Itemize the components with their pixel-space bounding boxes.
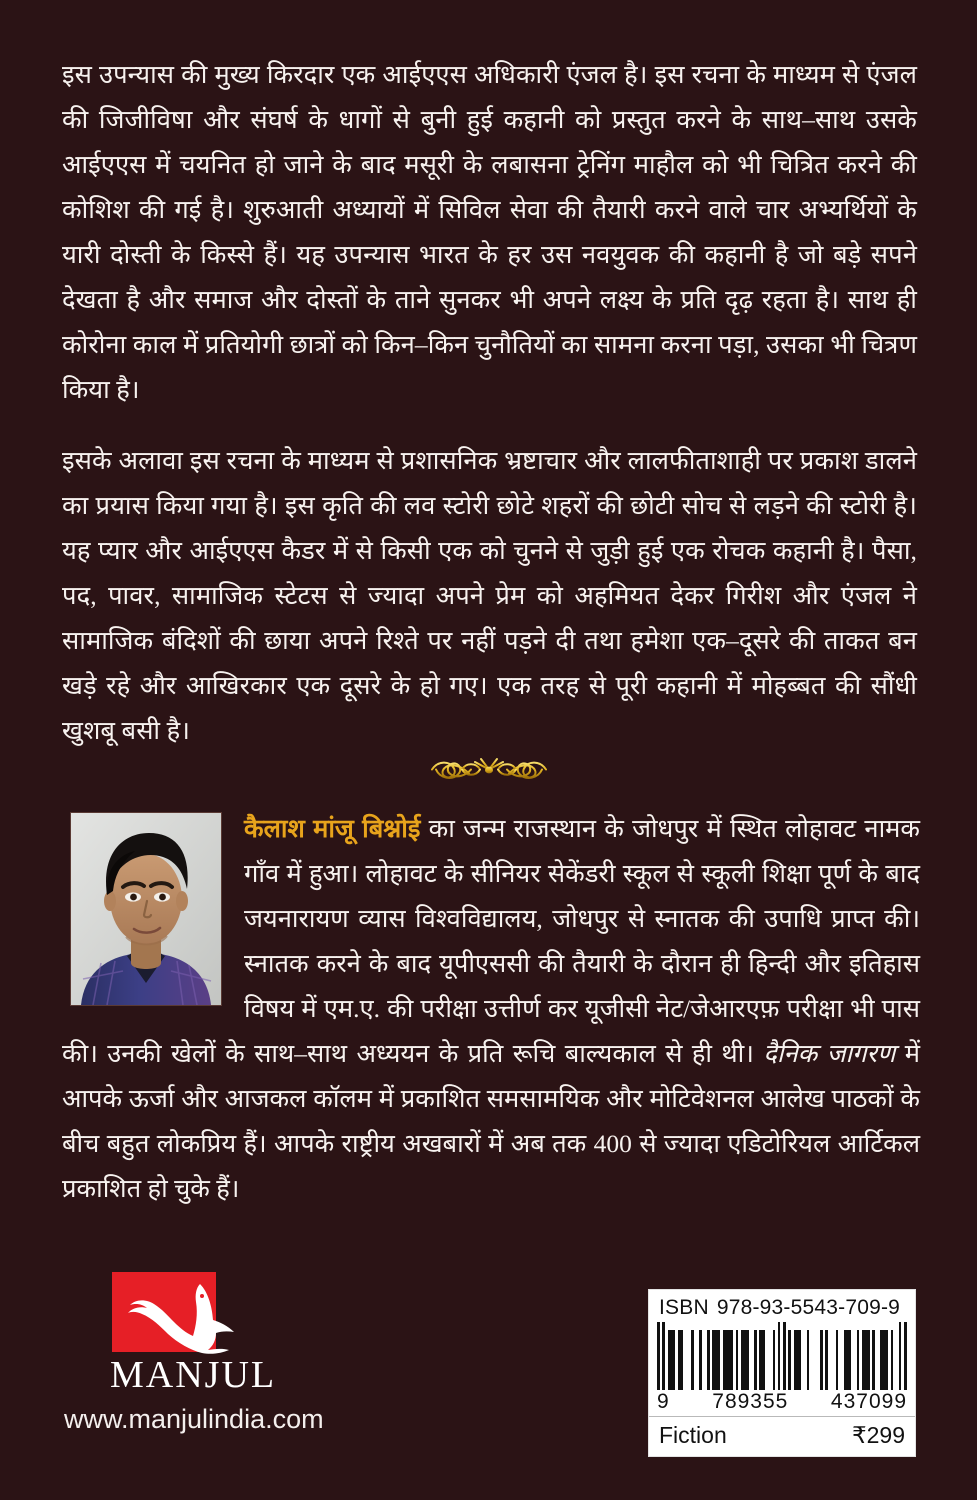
author-bio-block (62, 806, 920, 1211)
author-bio-part-1: का जन्म राजस्थान के जोधपुर में स्थित लोहावट नामक गाँव में हुआ। लोहावट के सीनियर सेकेंडरी स्कूल से स्कूली शिक्षा पूर्ण के बाद जयनारायण व्यास विश्वविद्यालय, जोधपुर से स्नातक की उपाधि प्राप्त की। स्नातक करने के बाद यूपीएससी की तैयारी के दौरान ही हिन्दी और इतिहास विषय में एम.ए. की परीक्षा उत्तीर्ण कर यूजीसी नेट/जेआरएफ़ परीक्षा भी पास की। उनकी खेलों के साथ–साथ अध्ययन के प्रति रूचि बाल्यकाल से ही थी। (62, 814, 921, 1068)
flying-bird-icon (116, 1278, 256, 1368)
isbn-label: ISBN (659, 1296, 709, 1319)
isbn-number: 978-93-5543-709-9 (716, 1296, 901, 1319)
author-portrait-illustration (71, 813, 221, 1005)
barcode-digit-lead: 9 (657, 1390, 670, 1413)
newspaper-name: दैनिक जागरण (763, 1039, 896, 1068)
barcode-footer (649, 1416, 915, 1456)
isbn-line (649, 1290, 915, 1322)
publisher-website: www.manjulindia.com (64, 1404, 324, 1434)
section-divider (0, 752, 977, 786)
barcode-bars (657, 1322, 907, 1390)
author-photo (70, 812, 222, 1006)
book-price: ₹299 (851, 1422, 905, 1448)
barcode-digits-left: 789355 (712, 1390, 789, 1413)
publisher-block (64, 1272, 364, 1434)
isbn-barcode-block (648, 1289, 916, 1457)
synopsis-block (62, 52, 917, 753)
barcode-digits-right: 437099 (830, 1390, 907, 1413)
author-name: कैलाश मांजू बिश्नोई (244, 814, 421, 843)
book-category: Fiction (659, 1422, 727, 1448)
ornamental-flourish-divider-icon (374, 752, 604, 786)
barcode-digits (649, 1390, 915, 1416)
author-bio-part-2: में आपके ऊर्जा और आजकल कॉलम में प्रकाशित समसामयिक और मोटिवेशनल आलेख पाठकों के बीच बहुत लोकप्रिय हैं। आपके राष्ट्रीय अखबारों में अब तक 400 से ज्यादा एडिटोरियल आर्टिकल प्रकाशित हो चुके हैं। (62, 1039, 921, 1203)
synopsis-paragraph-2: इसके अलावा इस रचना के माध्यम से प्रशासनिक भ्रष्टाचार और लालफीताशाही पर प्रकाश डालने का प्रयास किया गया है। इस कृति की लव स्टोरी छोटे शहरों की छोटी सोच से लड़ने की स्टोरी है। यह प्यार और आईएएस कैडर में से किसी एक को चुनने से जुड़ी हुई एक रोचक कहानी है। पैसा, पद, पावर, सामाजिक स्टेटस से ज्यादा अपने प्रेम को अहमियत देकर गिरीश और एंजल ने सामाजिक बंदिशों की छाया अपने रिश्ते पर नहीं पड़ने दी तथा हमेशा एक–दूसरे की ताकत बन खड़े रहे और आखिरकार एक दूसरे के हो गए। एक तरह से पूरी कहानी में मोहब्बत की सौंधी खुशबू बसी है। (62, 446, 917, 745)
synopsis-paragraph-1: इस उपन्यास की मुख्य किरदार एक आईएएस अधिकारी एंजल है। इस रचना के माध्यम से एंजल की जिजीविषा और संघर्ष के धागों से बुनी हुई कहानी को प्रस्तुत करने के साथ–साथ उसके आईएएस में चयनित हो जाने के बाद मसूरी के लबासना ट्रेनिंग माहौल को भी चित्रित करने की कोशिश की गई है। शुरुआती अध्यायों में सिविल सेवा की तैयारी करने वाले चार अभ्यर्थियों के यारी दोस्ती के किस्से हैं। यह उपन्यास भारत के हर उस नवयुवक की कहानी है जो बड़े सपने देखता है और समाज और दोस्तों के ताने सुनकर भी अपने लक्ष्य के प्रति दृढ़ रहता है। साथ ही कोरोना काल में प्रतियोगी छात्रों को किन–किन चुनौतियों का सामना करना पड़ा, उसका भी चित्रण किया है। (62, 60, 917, 404)
publisher-name: MANJUL (110, 1354, 277, 1396)
publisher-logo-mark (112, 1272, 216, 1352)
